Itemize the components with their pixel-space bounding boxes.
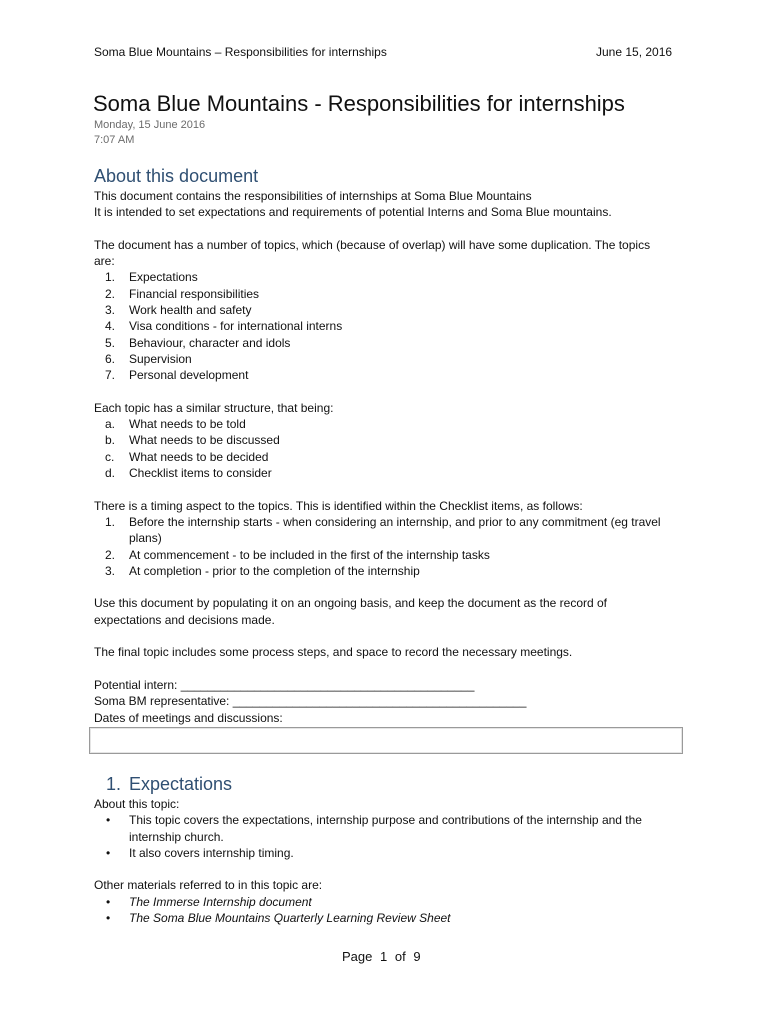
structure-intro: Each topic has a similar structure, that being:	[94, 400, 334, 415]
topics-intro: The document has a number of topics, which (because of overlap) will have some duplication. The topics are:	[94, 237, 651, 269]
heading-text: Expectations	[129, 774, 233, 794]
about-heading: About this document	[94, 166, 259, 186]
list-item: 2. At commencement - to be included in the first of the internship tasks	[105, 547, 490, 562]
list-item: c. What needs to be decided	[105, 449, 269, 464]
list-item: 6. Supervision	[105, 351, 192, 366]
page-word: Page	[342, 949, 373, 964]
expectations-body	[94, 796, 694, 926]
expectations-heading	[106, 774, 232, 795]
list-item: 1. Before the internship starts - when considering an internship, and prior to any commitment (eg travel plans)	[105, 514, 661, 546]
final-text: The final topic includes some process steps, and space to record the necessary meetings.	[94, 645, 573, 660]
list-item: • The Soma Blue Mountains Quarterly Learning Review Sheet	[106, 911, 451, 926]
heading-number: 1.	[106, 774, 122, 794]
list-item: d. Checklist items to consider	[105, 466, 272, 481]
timing-intro: There is a timing aspect to the topics. This is identified within the Checklist items, as follows:	[94, 498, 583, 513]
of-word: of	[394, 949, 406, 964]
timing-list	[94, 514, 694, 579]
list-item: a. What needs to be told	[105, 417, 246, 432]
list-item: 1. Expectations	[105, 270, 198, 285]
topics-list	[94, 269, 694, 383]
page-total: 9	[413, 949, 421, 964]
page-header-left: Soma Blue Mountains – Responsibilities for internships	[94, 45, 387, 59]
soma-rep-field: Soma BM representative: ____________________________________________	[94, 694, 527, 709]
structure-list	[94, 416, 694, 481]
list-item: • It also covers internship timing.	[106, 845, 294, 860]
list-item: 2. Financial responsibilities	[105, 286, 260, 301]
materials-list	[94, 894, 694, 927]
meta-date: Monday, 15 June 2016	[94, 119, 206, 131]
list-item: • This topic covers the expectations, internship purpose and contributions of the internship and the internship church.	[106, 813, 642, 844]
materials-label: Other materials referred to in this topic are:	[94, 878, 323, 893]
intro-line-1: This document contains the responsibilities of internships at Soma Blue Mountains	[94, 189, 532, 203]
about-topic-label: About this topic:	[94, 797, 180, 811]
list-item: 4. Visa conditions - for international interns	[105, 319, 343, 334]
list-item: b. What needs to be discussed	[105, 433, 280, 448]
intro-line-2: It is intended to set expectations and requirements of potential Interns and Soma Blue mountains.	[94, 205, 612, 220]
document-title: Soma Blue Mountains - Responsibilities for internships	[93, 91, 625, 116]
list-item: 7. Personal development	[105, 368, 249, 383]
page-footer	[342, 949, 425, 964]
page-header-date: June 15, 2016	[596, 45, 673, 59]
meta-time: 7:07 AM	[94, 134, 135, 146]
list-item: 5. Behaviour, character and idols	[105, 335, 291, 350]
list-item: • The Immerse Internship document	[106, 894, 312, 909]
list-item: 3. Work health and safety	[105, 303, 252, 318]
list-item: 3. At completion - prior to the completion of the internship	[105, 563, 420, 578]
dates-label: Dates of meetings and discussions:	[94, 710, 283, 725]
use-text: Use this document by populating it on an ongoing basis, and keep the document as the record of expectations and decisions made.	[94, 596, 607, 627]
potential-intern-field: Potential intern: ____________________________________________	[94, 677, 475, 692]
expectations-bullets	[94, 812, 694, 861]
page-current: 1	[380, 949, 388, 964]
meeting-dates-box[interactable]	[89, 727, 683, 754]
about-body	[94, 188, 694, 726]
